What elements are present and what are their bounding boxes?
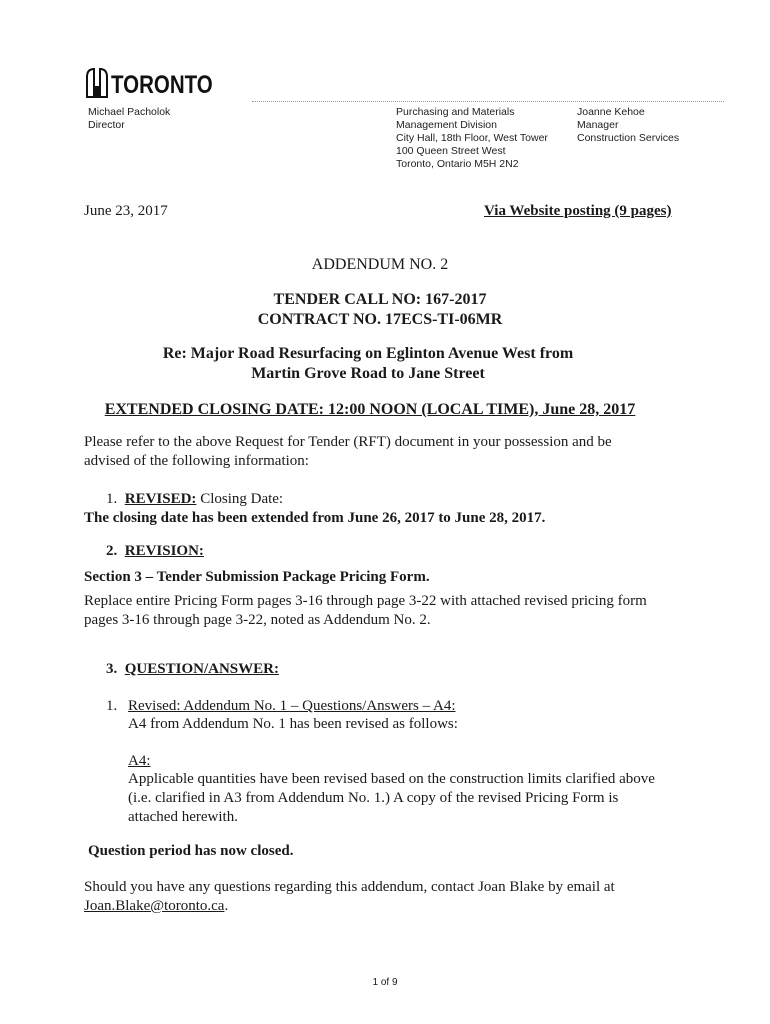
re-line-2: Martin Grove Road to Jane Street (251, 365, 485, 382)
manager-name: Joanne Kehoe (577, 106, 645, 118)
sub-item-number: 1. (106, 698, 118, 714)
revision-line: pages 3-16 through page 3-22, noted as Addendum No. 2. (84, 612, 431, 628)
item-2-heading (106, 542, 204, 561)
revision-paragraph (84, 592, 647, 630)
a4-label: A4: (128, 753, 151, 769)
contact-email-link[interactable]: Joan.Blake@toronto.ca (84, 898, 225, 914)
contact-paragraph (84, 878, 615, 916)
delivery-method: Via Website posting (9 pages) (484, 203, 672, 219)
header-divider (252, 101, 724, 102)
item-label: REVISION: (124, 543, 204, 559)
contract-number: CONTRACT NO. 17ECS-TI-06MR (257, 311, 503, 328)
address-line: Toronto, Ontario M5H 2N2 (396, 158, 519, 170)
item-rest: Closing Date: (196, 491, 284, 507)
extended-closing-date: EXTENDED CLOSING DATE: 12:00 NOON (LOCAL TIME), June 28, 2017 (104, 401, 636, 418)
a4-answer (128, 770, 655, 827)
intro-line: Please refer to the above Request for Tender (RFT) document in your possession and be (84, 434, 612, 450)
header-address (396, 106, 548, 171)
address-line: 100 Queen Street West (396, 145, 506, 157)
question-period-closed: Question period has now closed. (88, 843, 294, 859)
manager-title: Manager (577, 119, 619, 131)
director-name: Michael Pacholok (88, 106, 171, 118)
city-hall-icon (86, 68, 108, 98)
contact-tail: . (224, 898, 229, 914)
a4-line: (i.e. clarified in A3 from Addendum No. 1.) A copy of the revised Pricing Form is (128, 790, 619, 806)
item-number: 1. (106, 491, 118, 507)
item-label: QUESTION/ANSWER: (124, 661, 279, 677)
toronto-logo (86, 68, 235, 98)
tender-call: TENDER CALL NO: 167-2017 (273, 291, 487, 308)
intro-paragraph (84, 433, 612, 471)
manager-dept: Construction Services (577, 132, 680, 144)
item-number: 2. (106, 543, 118, 559)
item-label: REVISED: (124, 491, 197, 507)
page-number: 1 of 9 (372, 977, 398, 988)
address-line: City Hall, 18th Floor, West Tower (396, 132, 548, 144)
revision-line: Replace entire Pricing Form pages 3-16 through page 3-22 with attached revised pricing form (84, 593, 647, 609)
section-heading: Section 3 – Tender Submission Package Pricing Form. (84, 569, 430, 585)
sub-item-heading: Revised: Addendum No. 1 – Questions/Answers – A4: (128, 698, 456, 714)
intro-line: advised of the following information: (84, 453, 309, 469)
item-number: 3. (106, 661, 118, 677)
address-line: Management Division (396, 119, 497, 131)
item-3-heading (106, 660, 279, 679)
item-1-heading (106, 490, 283, 509)
sub-item-text: A4 from Addendum No. 1 has been revised as follows: (128, 716, 458, 732)
addendum-title: ADDENDUM NO. 2 (311, 256, 449, 273)
director-title: Director (88, 119, 125, 131)
a4-line: attached herewith. (128, 809, 238, 825)
document-date: June 23, 2017 (84, 203, 168, 219)
closing-extended-statement: The closing date has been extended from June 26, 2017 to June 28, 2017. (84, 510, 546, 526)
header-left (88, 106, 170, 132)
header-right (577, 106, 679, 145)
address-line: Purchasing and Materials (396, 106, 515, 118)
contact-line: Should you have any questions regarding this addendum, contact Joan Blake by email at (84, 879, 615, 895)
logo-wordmark: TORONTO (111, 71, 213, 99)
re-line-1: Re: Major Road Resurfacing on Eglinton Avenue West from (162, 345, 574, 362)
a4-line: Applicable quantities have been revised based on the construction limits clarified above (128, 771, 655, 787)
contact-email-line (84, 897, 615, 916)
